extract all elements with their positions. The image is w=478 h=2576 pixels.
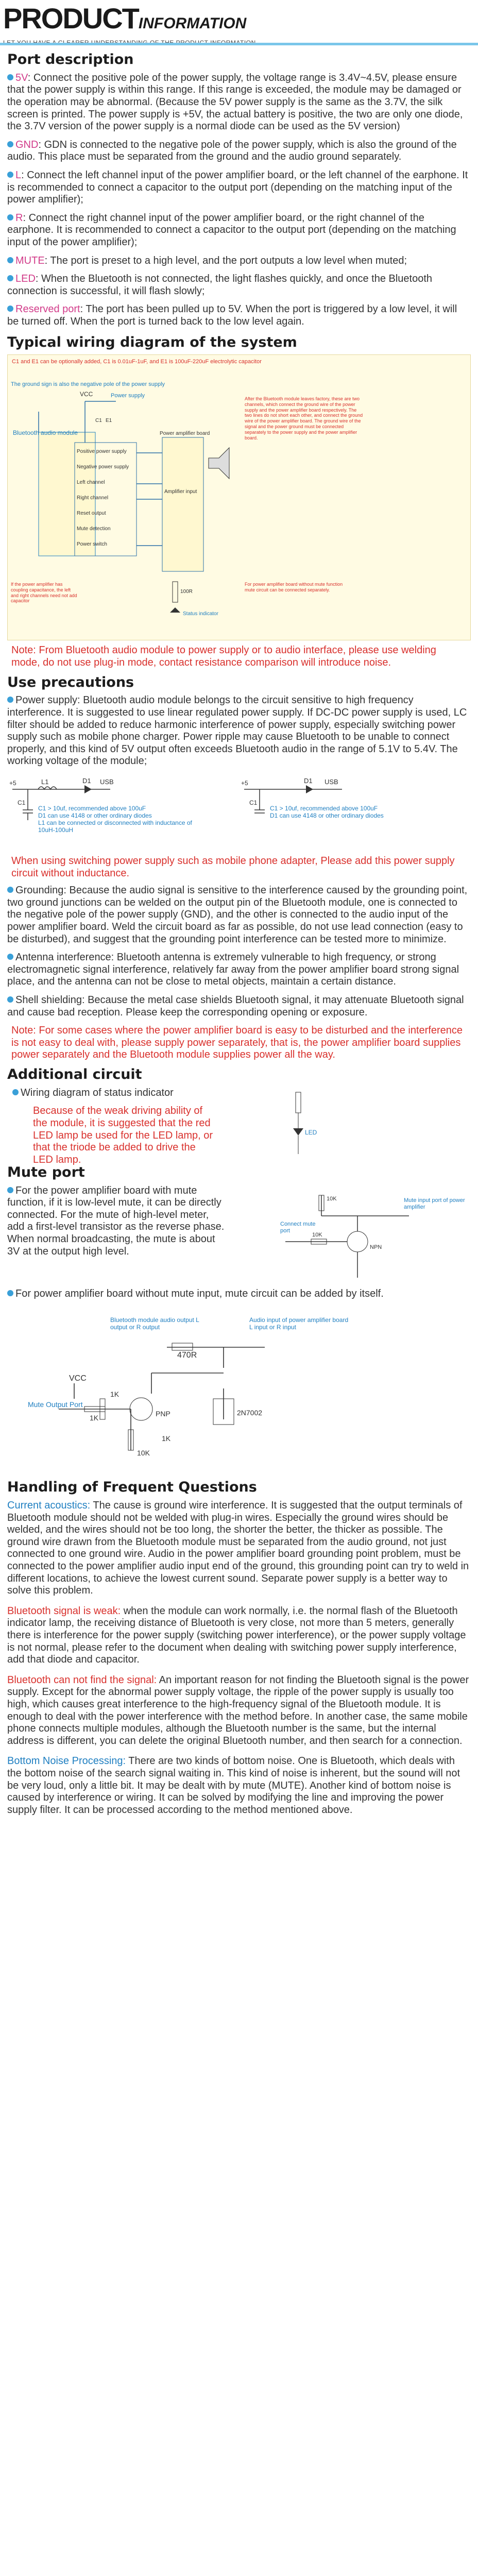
port-text: : Connect the right channel input of the power amplifier board, or the right channel of the earphone. It is recommended to connect a capacitor to the output port (depending on the matching input of the power amplifier); — [7, 212, 456, 248]
additional-item-text: Wiring diagram of status indicator — [21, 1087, 174, 1098]
bt-label-fo — [110, 1316, 203, 1347]
right-note-fo — [245, 396, 363, 443]
mute-text — [7, 1185, 249, 1288]
bullet-icon — [7, 1187, 13, 1193]
port-text: : The port has been pulled up to 5V. When the port is triggered by a low level, it will be turned off. When the port is turned back to the low level again. — [7, 303, 457, 327]
right-note: After the Bluetooth module leaves factory, these are two channels, which connect the ground wire of the power supply and the power amplifier board respectively. The two lines do not short each other, and connect the ground wire of the power amplifier board. The ground wire of the signal and the power ground must be connected separately to the power supply and the power amplifier board. — [245, 396, 363, 440]
module-label: Bluetooth audio module — [13, 429, 78, 437]
section-title-port-description: Port description — [7, 52, 134, 67]
bullet-icon — [7, 172, 13, 178]
l1-label: L1 — [41, 778, 49, 786]
speaker-icon — [209, 448, 229, 479]
amp-board-box — [162, 437, 203, 571]
port-key: Reserved port — [15, 303, 80, 315]
ground-note: The ground sign is also the negative pole of the power supply — [11, 381, 165, 388]
switching-note: When using switching power supply such as mobile phone adapter, Please add this power supply circuit without inductance. — [11, 855, 455, 879]
port-text: : GDN is connected to the negative pole of the power supply, which is also the ground of the audio. This place must be separated from the ground and the audio ground separately. — [7, 139, 457, 163]
faq-text: An important reason for not finding the Bluetooth signal is the power supply. Except for the abnormal power supply voltage, the ripple of the power supply is usually too high, which causes great interference to the high-frequency signal of the Bluetooth module. It is enough to deal with the power interference with the method before. In another case, the same mobile phone connects multiple modules, although the Bluetooth number is the same, but the internal address is different, you can delete the original Bluetooth number, and then search for a connection. — [7, 1674, 469, 1747]
additional-text — [7, 1087, 270, 1164]
d1-label: D1 — [304, 777, 313, 785]
pin-label: Reset output — [77, 511, 106, 517]
faq-list — [7, 1500, 471, 1816]
left-bottom-note-fo — [11, 582, 78, 613]
wiring-diagram-svg — [8, 355, 470, 641]
cap-note: C1 and E1 can be optionally added, C1 is 0.01uF-1uF, and E1 is 100uF-220uF electrolytic capacitor — [12, 359, 262, 365]
resistor-icon — [173, 582, 178, 602]
port-description-list — [7, 72, 471, 328]
circuit1-note-fo — [38, 805, 193, 836]
mute-input-fo — [404, 1197, 466, 1218]
d1-label: D1 — [82, 777, 91, 785]
connect-mute-label: Connect mute port — [280, 1221, 316, 1234]
usb-label: USB — [325, 778, 338, 786]
shell-item — [7, 994, 471, 1019]
port-key: R — [15, 212, 23, 224]
shell-text: Shell shielding: Because the metal case shields Bluetooth signal, it may attenuate Bluetooth signal and cause bad reception. Please keep the corresponding opening or exposure. — [7, 994, 464, 1018]
port-item-reserved — [7, 303, 471, 328]
vcc-label: VCC — [80, 391, 93, 398]
bullet-icon — [7, 887, 13, 893]
mute-para1-text: For the power amplifier board with mute function, if it is low-level mute, it can be directly connected. For the mute of high-level meter, add a first-level transistor as the reverse phase. When normal broadcasting, the mute is about 3V at the output high level. — [7, 1184, 225, 1257]
mosfet-label: 2N7002 — [237, 1409, 263, 1417]
power-supply-label: Power supply — [111, 393, 145, 399]
header-divider — [0, 43, 478, 45]
header — [0, 0, 478, 45]
bullet-icon — [7, 1290, 13, 1296]
logo-small: INFORMATION — [138, 15, 247, 32]
section-title-wiring: Typical wiring diagram of the system — [7, 334, 297, 350]
section-title-additional: Additional circuit — [7, 1066, 142, 1082]
section-title-precautions: Use precautions — [7, 674, 134, 690]
port-item-5v — [7, 72, 471, 133]
r1k-a-label: 1K — [110, 1390, 120, 1399]
led-icon — [293, 1128, 303, 1136]
mute-block — [7, 1185, 471, 1288]
mute-circuit-2-wrap — [7, 1306, 471, 1476]
diode-icon — [306, 785, 313, 793]
pin-label: Power switch — [77, 541, 107, 548]
port-text: : Connect the positive pole of the power supply, the voltage range is 3.4V~4.5V, please ensure that the power supply is within this range. If this range is exceeded, the module may be damaged or the operation may be abnormal. (Because the 5V power supply is the same as the 3.7V, the silk screen is printed. The power supply is +5V, the actual battery is positive, the two are only one diode, the 3.7V version of the power supply is a normal diode can be used as the 5V version) — [7, 72, 463, 132]
pin-label: Mute detection — [77, 526, 111, 532]
pin-label: Negative power supply — [77, 464, 129, 470]
antenna-text: Antenna interference: Bluetooth antenna is extremely vulnerable to high frequency, or strong electromagnetic signal interference, relatively far away from the power amplifier board strong signal place, and the antenna can not be close to metal objects, maintain a certain distance. — [7, 952, 459, 988]
precautions-note: Note: For some cases where the power amplifier board is easy to be disturbed and the interference is not easy to deal with, please supply power separately, that is, the power amplifier board supplies power separately and the Bluetooth module supplies power all the way. — [11, 1025, 463, 1061]
port-text: : The port is preset to a high level, and the port outputs a low level when muted; — [44, 255, 407, 266]
bullet-icon — [7, 141, 13, 147]
bt-label: Bluetooth module audio output L output or R output — [110, 1316, 199, 1331]
mute-para2-text: For power amplifier board without mute input, mute circuit can be added by itself. — [15, 1287, 384, 1299]
faq-text: There are two kinds of bottom noise. One is Bluetooth, which deals with the bottom noise of the search signal waiting in. This kind of noise is inherent, but the sound will not be very loud, only a little bit. It may be dealt with by mute (MUTE). Another kind of bottom noise is caused by interference or wiring. It can be solved by modifying the line and improving the power supply filter. It can be processed according to the method mentioned above. — [7, 1755, 460, 1816]
antenna-item — [7, 952, 471, 988]
v-label: +5 — [241, 779, 248, 787]
port-item-led — [7, 273, 471, 297]
additional-block — [7, 1087, 471, 1164]
power-circuit-1 — [7, 774, 234, 851]
grounding-item — [7, 885, 471, 945]
power-circuit-2 — [239, 774, 466, 851]
wiring-note: Note: From Bluetooth audio module to power supply or to audio interface, please use welding mode, do not use plug-in mode, contact resistance comparison will introduce noise. — [11, 645, 436, 668]
e1-label: E1 — [106, 418, 112, 424]
faq-item-bottom-noise — [7, 1755, 471, 1816]
amp-audio-label: Audio input of power amplifier board L input or R input — [249, 1316, 349, 1331]
vcc-label: VCC — [69, 1374, 87, 1383]
v-label: +5 — [9, 779, 16, 787]
port-key: GND — [15, 139, 39, 150]
status-indicator-label: Status indicator — [183, 611, 218, 617]
grounding-text: Grounding: Because the audio signal is sensitive to the interference caused by the grounding point, two ground junctions can be welded on the output pin of the Bluetooth module, one is connected to the negative pole of the power supply (GND), and the other is connected to the audio input of the power amplifier board. Weld the circuit board as far as possible, do not use lead connection (easy to be disturbed), and suggest that the grounding point interference can be tested more to minimize. — [7, 885, 468, 945]
r2-label: 10K — [312, 1231, 322, 1238]
bullet-icon — [7, 74, 13, 80]
amp-label: Power amplifier board — [160, 431, 210, 437]
bullet-icon — [7, 257, 13, 263]
port-item-r — [7, 212, 471, 249]
bullet-icon — [7, 954, 13, 960]
resistor-label: 100R — [180, 589, 193, 595]
c1-label: C1 — [95, 418, 102, 424]
additional-item — [12, 1087, 270, 1099]
faq-text: when the module can work normally, i.e. the normal flash of the Bluetooth indicator lamp, the receiving distance of Bluetooth is very close, not more than 5 meters, generally there is interference for the power supply (switching power interference), or the power supply voltage is not normal, please refer to the document when dealing with switching power supply interference, add that diode and capacitor. — [7, 1605, 466, 1666]
r1-label: 10K — [327, 1195, 337, 1202]
left-bottom-note: If the power amplifier has coupling capacitance, the left and right channels need not add capacitor — [11, 582, 77, 604]
r1k-c-label: 1K — [162, 1434, 171, 1443]
port-key: MUTE — [15, 255, 45, 266]
amp-bottom-note: For power amplifier board without mute function mute circuit can be connected separately. — [245, 582, 343, 593]
port-text: : When the Bluetooth is not connected, the light flashes quickly, and once the Bluetooth connection is successful, it will flash slowly; — [7, 273, 433, 297]
led-icon — [170, 607, 180, 613]
amp-input-label: Amplifier input — [164, 489, 197, 495]
section-title-faq: Handling of Frequent Questions — [7, 1479, 257, 1496]
power-circuits — [7, 774, 471, 851]
circuit1-note: C1 > 10uf, recommended above 100uF D1 can use 4148 or other ordinary diodes L1 can be connected or disconnected with inductance of 10uH-100uH — [38, 805, 192, 834]
mute-circuit-1 — [254, 1185, 471, 1288]
c1-label: C1 — [18, 799, 26, 807]
additional-note: Because of the weak driving ability of the module, it is suggested that the red LED lamp be used for the LED lamp, or that the triode be added to drive the LED lamp. — [33, 1105, 213, 1165]
pnp-transistor-icon — [130, 1398, 152, 1420]
npn-transistor-icon — [347, 1231, 368, 1252]
faq-key: Bluetooth can not find the signal: — [7, 1674, 157, 1686]
power-supply-text: Power supply: Bluetooth audio module belongs to the circuit sensitive to high frequency interference. It is suggested to use linear regulated power supply. If DC-DC power supply is used, LC filter should be added to reduce harmonic interference of power supply, especially switching power supply such as mobile phone charger. Power ripple may cause Bluetooth to be unable to connect properly, and this kind of 5V output often exceeds Bluetooth audio in the range of 5.1V to 5.4V. The working voltage of the module; — [7, 694, 467, 767]
r10k-label: 10K — [137, 1449, 150, 1458]
mute-para1 — [7, 1185, 229, 1258]
port-text: : Connect the left channel input of the power amplifier board, or the left channel of the earphone. It is recommended to connect a capacitor to the output port (depending on the matching input of the power amplifier); — [7, 170, 468, 206]
usb-label: USB — [100, 778, 114, 786]
r470-label: 470R — [177, 1351, 197, 1360]
port-item-gnd — [7, 139, 471, 163]
bullet-icon — [7, 306, 13, 312]
status-led-circuit — [275, 1087, 337, 1164]
bullet-icon — [12, 1089, 19, 1095]
c1-label: C1 — [249, 799, 258, 807]
port-item-l — [7, 170, 471, 206]
resistor-icon — [296, 1092, 301, 1113]
connect-mute-fo — [280, 1221, 321, 1242]
mute-output-label: Mute Output Port — [28, 1400, 83, 1409]
port-key: L — [15, 170, 22, 181]
pin-label: Right channel — [77, 495, 109, 501]
faq-item-weak-signal — [7, 1605, 471, 1666]
port-key: LED — [15, 273, 36, 285]
amp-label-fo — [249, 1316, 352, 1347]
logo-big: PRODUCT — [3, 2, 139, 35]
section-title-mute: Mute port — [7, 1164, 85, 1180]
r1k-b-label: 1K — [90, 1414, 99, 1422]
faq-key: Bluetooth signal is weak: — [7, 1605, 121, 1617]
diode-icon — [84, 785, 92, 793]
amp-bottom-note-fo — [245, 582, 348, 602]
pin-label: Left channel — [77, 480, 105, 486]
led-label: LED — [305, 1128, 317, 1136]
npn-label: NPN — [370, 1244, 382, 1250]
mute-para2 — [7, 1288, 471, 1300]
bullet-icon — [7, 697, 13, 703]
faq-item-no-signal — [7, 1674, 471, 1748]
bullet-icon — [7, 214, 13, 221]
faq-key: Current acoustics: — [7, 1500, 91, 1512]
mute-circuit-2 — [7, 1306, 470, 1476]
mute-input-label: Mute input port of power amplifier — [404, 1197, 465, 1210]
pnp-label: PNP — [156, 1410, 170, 1418]
port-item-mute — [7, 255, 471, 267]
power-supply-item — [7, 694, 471, 768]
faq-key: Bottom Noise Processing: — [7, 1755, 126, 1767]
port-key: 5V — [15, 72, 28, 83]
pin-label: Positive power supply — [77, 449, 127, 455]
logo — [3, 4, 478, 38]
circuit2-note: C1 > 10uf, recommended above 100uF D1 can use 4148 or other ordinary diodes — [270, 805, 384, 820]
bullet-icon — [7, 275, 13, 281]
bullet-icon — [7, 996, 13, 1003]
wiring-diagram — [7, 354, 471, 640]
faq-item-current — [7, 1500, 471, 1597]
faq-text: The cause is ground wire interference. It is suggested that the output terminals of Bluetooth module should not be welded with plug-in wires. Especially the ground wires should be welded, and the wires should not be too long, the shorter the better, the thicker as possible. The ground wire drawn from the Bluetooth module must be separated from the audio ground, not just connected to one ground wire. Audio in the power amplifier board grounding point problem, must be connected to the power amplifier audio input end of the ground, this grounding point can try to weld in different locations, to achieve the lowest current sound. Separate power supply is a better way to solve this problem. — [7, 1500, 469, 1597]
circuit2-note-fo — [270, 805, 435, 836]
